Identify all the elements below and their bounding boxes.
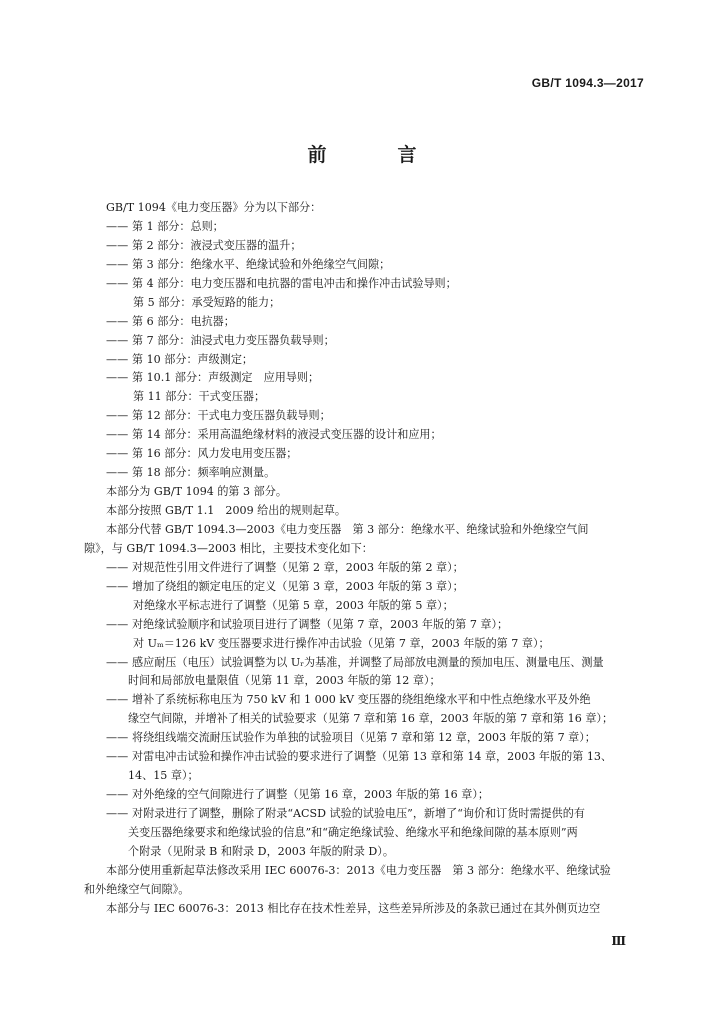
list-dash: ——	[106, 238, 129, 252]
line-text: 本部分为 GB/T 1094 的第 3 部分。	[106, 485, 287, 499]
text-line	[84, 218, 640, 237]
list-dash: ——	[106, 371, 129, 385]
text-line	[84, 786, 640, 805]
line-text: 第 16 部分：风力发电用变压器；	[132, 447, 298, 461]
text-line	[84, 369, 640, 388]
list-dash: ——	[106, 219, 129, 233]
text-line	[84, 691, 640, 710]
line-text: 第 4 部分：电力变压器和电抗器的雷电冲击和操作冲击试验导则；	[132, 276, 457, 290]
line-text: 隙》，与 GB/T 1094.3—2003 相比，主要技术变化如下：	[84, 541, 373, 555]
text-line	[84, 616, 640, 635]
text-line	[84, 388, 640, 407]
line-text: 第 2 部分：液浸式变压器的温升；	[132, 238, 302, 252]
text-line	[84, 862, 640, 881]
page-title: 前 言	[307, 144, 443, 166]
text-line	[84, 521, 640, 540]
text-line	[84, 332, 640, 351]
line-text: 增加了绕组的额定电压的定义（见第 3 章，2003 年版的第 3 章）；	[132, 579, 464, 593]
line-text: 关变压器绝缘要求和绝缘试验的信息”和“确定绝缘试验、绝缘水平和绝缘间隙的基本原则”两	[128, 825, 578, 839]
list-dash: ——	[106, 314, 129, 328]
list-dash: ——	[106, 693, 129, 707]
line-text: GB/T 1094《电力变压器》分为以下部分：	[106, 201, 322, 214]
list-dash: ——	[106, 352, 129, 366]
text-line	[84, 748, 640, 767]
text-line	[84, 464, 640, 483]
text-line	[84, 237, 640, 256]
text-line	[84, 578, 640, 597]
line-text: 第 12 部分：干式电力变压器负载导则；	[132, 409, 331, 423]
text-line	[84, 407, 640, 426]
line-text: 对规范性引用文件进行了调整（见第 2 章，2003 年版的第 2 章）；	[132, 560, 464, 574]
line-text: 对附录进行了调整，删除了附录“ACSD 试验的试验电压”，新增了“询价和订货时需提供的有	[132, 807, 585, 820]
text-line	[84, 483, 640, 502]
line-text: 第 3 部分：绝缘水平、绝缘试验和外绝缘空气间隙；	[132, 257, 391, 271]
text-line	[84, 597, 640, 616]
line-text: 第 10.1 部分：声级测定 应用导则；	[132, 371, 320, 385]
line-text: 第 1 部分：总则；	[132, 219, 224, 233]
text-line	[84, 445, 640, 464]
line-text: 对外绝缘的空气间隙进行了调整（见第 16 章，2003 年版的第 16 章）；	[132, 788, 489, 802]
page-number: Ⅲ	[611, 934, 626, 948]
text-line	[84, 426, 640, 445]
line-text: 对绝缘试验顺序和试验项目进行了调整（见第 7 章，2003 年版的第 7 章）；	[132, 617, 509, 631]
list-dash: ——	[106, 807, 129, 820]
line-text: 本部分按照 GB/T 1.1 2009 给出的规则起草。	[106, 504, 346, 517]
text-line	[84, 540, 640, 559]
body-text	[84, 199, 640, 919]
text-line	[84, 502, 640, 521]
text-line	[84, 900, 640, 919]
standard-code: GB/T 1094.3—2017	[531, 76, 644, 90]
list-dash: ——	[106, 276, 129, 290]
list-dash: ——	[106, 428, 129, 442]
line-text: 本部分代替 GB/T 1094.3—2003《电力变压器 第 3 部分：绝缘水平、绝缘试验和外绝缘空气间	[106, 522, 589, 536]
text-line	[84, 881, 640, 900]
list-dash: ——	[106, 750, 129, 764]
line-text: 第 7 部分：油浸式电力变压器负载导则；	[132, 333, 335, 347]
line-text: 和外绝缘空气间隙》。	[84, 882, 190, 896]
list-dash: ——	[106, 409, 129, 423]
line-text: 对 Uₘ＝126 kV 变压器要求进行操作冲击试验（见第 7 章，2003 年版的第 7 章）；	[133, 636, 550, 650]
text-line	[84, 843, 640, 862]
text-line	[84, 654, 640, 673]
list-dash: ——	[106, 788, 129, 802]
line-text: 对雷电冲击试验和操作冲击试验的要求进行了调整（见第 13 章和第 14 章，2003 年版的第 13、	[132, 750, 613, 764]
line-text: 第 6 部分：电抗器；	[132, 314, 235, 328]
text-line	[84, 729, 640, 748]
list-dash: ——	[106, 655, 129, 669]
list-dash: ——	[106, 579, 129, 593]
list-dash: ——	[106, 731, 129, 745]
text-line	[84, 294, 640, 313]
text-line	[84, 275, 640, 294]
line-text: 第 14 部分：采用高温绝缘材料的液浸式变压器的设计和应用；	[132, 428, 442, 442]
list-dash: ——	[106, 333, 129, 347]
line-text: 将绕组线端交流耐压试验作为单独的试验项目（见第 7 章和第 12 章，2003 年版的第 7 章）；	[132, 731, 596, 745]
text-line	[84, 824, 640, 843]
line-text: 第 5 部分：承受短路的能力；	[133, 295, 281, 309]
text-line	[84, 256, 640, 275]
text-line	[84, 313, 640, 332]
line-text: 第 18 部分：频率响应测量。	[132, 466, 276, 480]
line-text: 个附录（见附录 B 和附录 D，2003 年版的附录 D）。	[128, 844, 394, 858]
line-text: 第 11 部分：干式变压器；	[133, 390, 266, 404]
text-line	[84, 199, 640, 218]
text-line	[84, 559, 640, 578]
text-line	[84, 635, 640, 654]
line-text: 第 10 部分：声级测定；	[132, 352, 254, 366]
list-dash: ——	[106, 560, 129, 574]
line-text: 增补了系统标称电压为 750 kV 和 1 000 kV 变压器的绕组绝缘水平和中性点绝缘水平及外绝	[132, 693, 591, 707]
line-text: 本部分使用重新起草法修改采用 IEC 60076-3：2013《电力变压器 第 3 部分：绝缘水平、绝缘试验	[106, 863, 611, 877]
text-line	[84, 767, 640, 786]
line-text: 时间和局部放电量限值（见第 11 章，2003 年版的第 12 章）；	[128, 674, 441, 688]
line-text: 缘空气间隙，并增补了相关的试验要求（见第 7 章和第 16 章，2003 年版的第 7 章和第 16 章）；	[128, 712, 614, 726]
line-text: 本部分与 IEC 60076-3：2013 相比存在技术性差异，这些差异所涉及的条款已通过在其外侧页边空	[106, 901, 601, 915]
line-text: 14、15 章）；	[128, 769, 199, 783]
list-dash: ——	[106, 466, 129, 480]
text-line	[84, 351, 640, 370]
list-dash: ——	[106, 447, 129, 461]
line-text: 对绝缘水平标志进行了调整（见第 5 章，2003 年版的第 5 章）；	[133, 598, 454, 612]
list-dash: ——	[106, 617, 129, 631]
line-text: 感应耐压（电压）试验调整为以 Uᵣ为基准，并调整了局部放电测量的预加电压、测量电压、测量	[132, 655, 604, 669]
list-dash: ——	[106, 257, 129, 271]
text-line	[84, 672, 640, 691]
text-line	[84, 710, 640, 729]
text-line	[84, 805, 640, 824]
